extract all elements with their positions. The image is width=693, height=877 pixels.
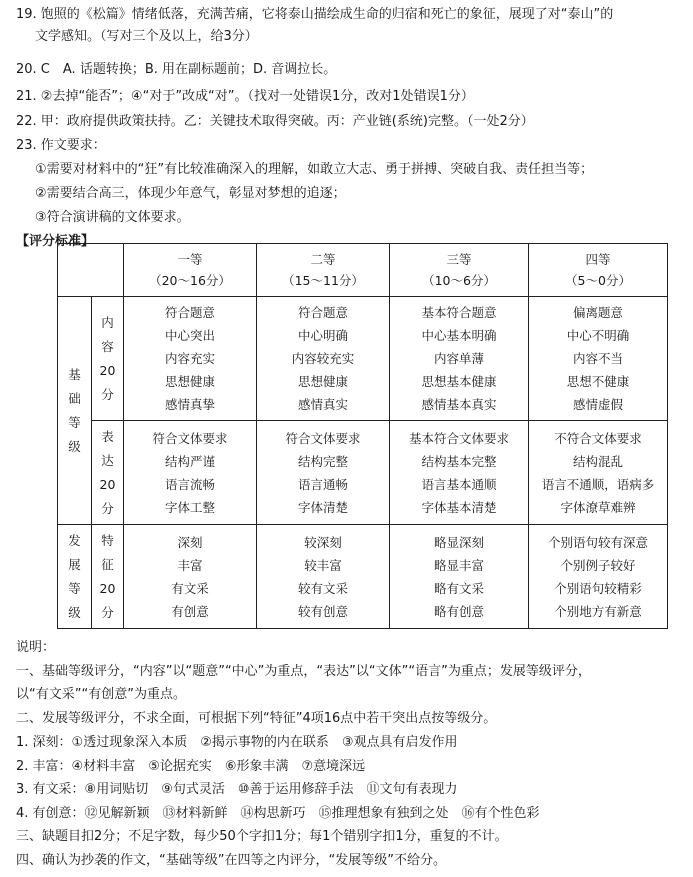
- feature-sub-label: [92, 525, 124, 629]
- feature-grade4-cell: [529, 525, 668, 629]
- development-level-label: [58, 525, 92, 629]
- criterion: 有创意: [171, 603, 209, 619]
- note-2: 二、发展等级评分，不求全面，可根据下列“特征”4项16点中若干突出点按等级分。: [16, 711, 497, 726]
- criterion: 个别例子较好: [560, 557, 636, 573]
- expression-grade4-cell: [529, 421, 668, 525]
- q22: 22. 甲：政府提供政策扶持。乙：关键技术取得突破。丙：产业链(系统)完整。（一处2分）: [16, 114, 534, 129]
- criterion: 基本符合文体要求: [408, 430, 509, 446]
- content-grade2-cell: [257, 297, 390, 421]
- criterion: 字体清楚: [297, 499, 348, 515]
- criterion: 字体基本清楚: [421, 499, 497, 515]
- sub-char: 表: [101, 428, 114, 444]
- content-sub-label: [92, 297, 124, 421]
- grade-header-3: [390, 244, 529, 297]
- criterion: 偏离题意: [572, 305, 623, 320]
- criterion: 略有文采: [433, 580, 484, 596]
- q19-line1: 19. 饱照的《松篇》情绪低落，充满苦痛，它将泰山描绘成生命的归宿和死亡的象征，展现了对“泰山”的: [16, 7, 614, 22]
- grade-name-1: 一等: [177, 252, 203, 267]
- corner-cell: [58, 244, 124, 297]
- sub-char: 征: [101, 556, 114, 572]
- basic-char: 等: [68, 414, 81, 430]
- grade-name-2: 二等: [310, 252, 336, 267]
- criterion: 较有文采: [297, 580, 348, 596]
- criterion: 思想健康: [297, 374, 348, 389]
- expression-grade1-cell: [124, 421, 257, 525]
- basic-char: 基: [68, 366, 81, 382]
- expression-grade2-cell: [257, 421, 390, 525]
- criterion: 结构完整: [297, 453, 348, 469]
- criterion: 不符合文体要求: [554, 430, 642, 446]
- sub-char: 达: [101, 452, 114, 468]
- sub-char: 分: [101, 386, 114, 402]
- q23-title: 23. 作文要求：: [16, 138, 106, 153]
- criterion: 较深刻: [304, 534, 342, 550]
- grade-range-2: （15～11分）: [282, 273, 364, 288]
- basic-char: 级: [68, 438, 81, 454]
- criterion: 语言通畅: [297, 476, 348, 492]
- criterion: 内容不当: [572, 351, 623, 366]
- dev-char: 发: [68, 532, 81, 548]
- note-4: 四、确认为抄袭的作文，“基础等级”在四等之内评分，“发展等级”不给分。: [16, 853, 446, 868]
- sub-char: 20: [99, 476, 116, 492]
- development-row: [58, 525, 668, 629]
- criterion: 字体工整: [164, 499, 215, 515]
- q23-req-3: ③符合演讲稿的文体要求。: [35, 210, 190, 225]
- criterion: 字体潦草难辨: [560, 499, 636, 515]
- criterion: 较丰富: [304, 557, 342, 573]
- criterion: 符合文体要求: [152, 430, 228, 446]
- criterion: 语言流畅: [164, 476, 215, 492]
- criterion: 语言基本通顺: [421, 476, 497, 492]
- content-grade3-cell: [390, 297, 529, 421]
- criterion: 符合题意: [297, 305, 348, 320]
- note-2-item3: 3. 有文采：⑧用词贴切 ⑨句式灵活 ⑩善于运用修辞手法 ⑪文句有表现力: [16, 782, 458, 797]
- criterion: 内容单薄: [433, 351, 484, 366]
- criterion: 内容较充实: [291, 351, 355, 366]
- dev-char: 级: [68, 604, 81, 620]
- rubric-header-row: [58, 244, 668, 297]
- q23-req-2: ②需要结合高三，体现少年意气，彰显对梦想的追逐；: [35, 186, 346, 201]
- criterion: 略显深刻: [433, 534, 484, 550]
- sub-char: 20: [99, 362, 116, 378]
- grade-header-2: [257, 244, 390, 297]
- expression-row: [58, 421, 668, 525]
- criterion: 个别语句较精彩: [554, 580, 642, 596]
- feature-grade3-cell: [390, 525, 529, 629]
- grade-range-1: （20～16分）: [149, 273, 231, 288]
- grade-name-4: 四等: [585, 252, 611, 267]
- content-row: [58, 297, 668, 421]
- criterion: 思想健康: [164, 374, 215, 389]
- criterion: 略有创意: [433, 603, 484, 619]
- q21: 21. ②去掉“能否”；④“对于”改成“对”。（找对一处错误1分，改对1处错误1分）: [16, 89, 474, 104]
- basic-level-label: [58, 297, 92, 525]
- note-3: 三、缺题目扣2分；不足字数，每少50个字扣1分；每1个错别字扣1分，重复的不计。: [16, 829, 508, 844]
- note-2-item2: 2. 丰富：④材料丰富 ⑤论据充实 ⑥形象丰满 ⑦意境深远: [16, 759, 366, 774]
- criterion: 感情真挚: [164, 397, 215, 412]
- basic-char: 础: [68, 390, 81, 406]
- sub-char: 分: [101, 500, 114, 516]
- dev-char: 展: [68, 556, 81, 572]
- note-2-item1: 1. 深刻：①透过现象深入本质 ②揭示事物的内在联系 ③观点具有启发作用: [16, 735, 458, 750]
- sub-char: 内: [101, 314, 114, 330]
- content-grade1-cell: [124, 297, 257, 421]
- criterion: 结构混乱: [572, 453, 623, 469]
- criterion: 深刻: [177, 534, 203, 550]
- grade-header-4: [529, 244, 668, 297]
- criterion: 中心明确: [297, 328, 348, 343]
- grade-name-3: 三等: [446, 252, 472, 267]
- criterion: 结构严谨: [164, 453, 215, 469]
- q20: 20. C A. 话题转换；B. 用在副标题前；D. 音调拉长。: [16, 62, 337, 77]
- expression-grade3-cell: [390, 421, 529, 525]
- criterion: 中心不明确: [566, 328, 630, 343]
- feature-grade2-cell: [257, 525, 390, 629]
- criterion: 个别地方有新意: [554, 603, 642, 619]
- sub-char: 容: [101, 338, 114, 354]
- note-1-line2: 以“有文采”“有创意”为重点。: [16, 687, 186, 702]
- criterion: 个别语句较有深意: [547, 534, 648, 550]
- criterion: 结构基本完整: [421, 453, 497, 469]
- criterion: 思想基本健康: [421, 374, 497, 389]
- criterion: 丰富: [177, 557, 203, 573]
- content-grade4-cell: [529, 297, 668, 421]
- criterion: 中心突出: [164, 328, 215, 343]
- sub-char: 特: [101, 532, 114, 548]
- sub-char: 分: [101, 604, 114, 620]
- criterion: 感情基本真实: [421, 397, 497, 412]
- criterion: 感情虚假: [572, 397, 623, 412]
- criterion: 略显丰富: [433, 557, 484, 573]
- expression-sub-label: [92, 421, 124, 525]
- feature-grade1-cell: [124, 525, 257, 629]
- sub-char: 20: [99, 580, 116, 596]
- dev-char: 等: [68, 580, 81, 596]
- criterion: 中心基本明确: [421, 328, 497, 343]
- criterion: 较有创意: [297, 603, 348, 619]
- criterion: 符合题意: [164, 305, 215, 320]
- criterion: 内容充实: [164, 351, 215, 366]
- q23-req-1: ①需要对材料中的“狂”有比较准确深入的理解，如敢立大志、勇于拼搏、突破自我、责任担当等；: [35, 162, 594, 177]
- criterion: 基本符合题意: [421, 305, 497, 320]
- note-1-line1: 一、基础等级评分，“内容”以“题意”“中心”为重点，“表达”以“文体”“语言”为重点；发展等级评分，: [16, 664, 591, 679]
- grade-header-1: [124, 244, 257, 297]
- criterion: 符合文体要求: [285, 430, 361, 446]
- criterion: 思想不健康: [566, 374, 630, 389]
- criterion: 感情真实: [297, 397, 348, 412]
- grade-range-3: （10～6分）: [422, 273, 496, 288]
- criterion: 语言不通顺，语病多: [541, 476, 655, 492]
- grade-range-4: （5～0分）: [565, 273, 631, 288]
- q19-line2: 文学感知。（写对三个及以上，给3分）: [35, 29, 258, 44]
- rubric-title: 【评分标准】: [16, 234, 95, 249]
- note-2-item4: 4. 有创意：⑫见解新颖 ⑬材料新鲜 ⑭构思新巧 ⑮推理想象有独到之处 ⑯有个性色彩: [16, 806, 540, 821]
- criterion: 有文采: [171, 580, 209, 596]
- rubric-table: [57, 243, 668, 629]
- notes-heading: 说明：: [16, 640, 56, 655]
